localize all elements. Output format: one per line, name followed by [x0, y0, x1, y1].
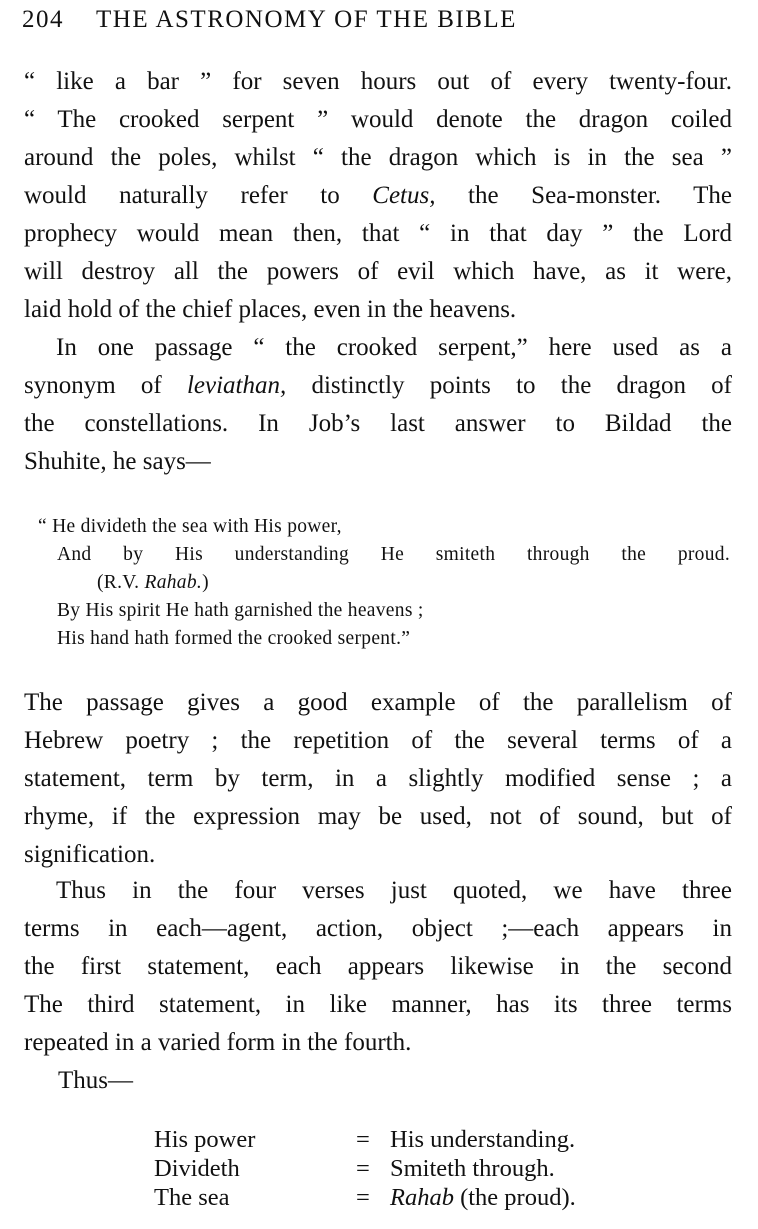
verse-line: “ He divideth the sea with His power,: [38, 516, 342, 537]
text-line: Thus in the four verses just quoted, we have three: [56, 877, 732, 904]
text-line: In one passage “ the crooked serpent,” here used as a: [56, 334, 732, 361]
equals-sign: =: [356, 1155, 370, 1182]
table-cell-left: The sea: [154, 1184, 230, 1211]
verse-line: And by His understanding He smiteth through the proud.: [57, 544, 730, 565]
text-line: around the poles, whilst “ the dragon which is in the sea ”: [24, 144, 732, 171]
text-line: The third statement, in like manner, has its three terms: [24, 991, 732, 1018]
verse-line: [97, 571, 209, 595]
text-line: rhyme, if the expression may be used, not of sound, but of: [24, 803, 732, 830]
text-line: will destroy all the powers of evil which have, as it were,: [24, 258, 732, 285]
text-line: terms in each—agent, action, object ;—each appears in: [24, 915, 732, 942]
text-line: Hebrew poetry ; the repetition of the several terms of a: [24, 727, 732, 754]
text-line: the first statement, each appears likewise in the second: [24, 953, 732, 980]
table-cell-right: Smiteth through.: [390, 1155, 555, 1182]
italic-run: leviathan,: [186, 372, 287, 399]
equals-sign: =: [356, 1126, 370, 1153]
text-run: (R.V.: [97, 572, 145, 593]
page-number: 204: [22, 6, 64, 33]
text-run: the Sea-monster. The: [435, 182, 733, 209]
table-cell-left: His power: [154, 1126, 256, 1153]
verse-line: His hand hath formed the crooked serpent.”: [57, 628, 411, 649]
equals-sign: =: [356, 1184, 370, 1211]
text-run: distinctly points to the dragon of: [286, 372, 732, 399]
text-run: would naturally refer to: [24, 182, 373, 209]
italic-run: Cetus,: [372, 182, 436, 209]
table-cell-right: [390, 1184, 576, 1212]
running-title: THE ASTRONOMY OF THE BIBLE: [96, 6, 517, 33]
text-line: [24, 371, 732, 401]
text-line: laid hold of the chief places, even in the heavens.: [24, 296, 517, 323]
running-header: [22, 6, 517, 34]
italic-run: Rahab: [390, 1184, 454, 1211]
italic-run: Rahab.: [144, 572, 203, 593]
text-line: The passage gives a good example of the parallelism of: [24, 689, 732, 716]
text-line: statement, term by term, in a slightly modified sense ; a: [24, 765, 732, 792]
text-run: ): [202, 572, 209, 593]
text-line: “ like a bar ” for seven hours out of every twenty-four.: [24, 68, 732, 95]
table-cell-right: His understanding.: [390, 1126, 576, 1153]
text-run: (the proud).: [453, 1184, 576, 1211]
table-cell-left: Divideth: [154, 1155, 240, 1182]
text-line: signification.: [24, 841, 156, 868]
text-run: synonym of: [24, 372, 187, 399]
text-line: repeated in a varied form in the fourth.: [24, 1029, 412, 1056]
verse-line: By His spirit He hath garnished the heavens ;: [57, 600, 424, 621]
text-line: “ The crooked serpent ” would denote the dragon coiled: [24, 106, 732, 133]
text-line: prophecy would mean then, that “ in that day ” the Lord: [24, 220, 732, 247]
text-line: the constellations. In Job’s last answer to Bildad the: [24, 410, 732, 437]
thus-line: Thus—: [58, 1067, 133, 1094]
text-line: [24, 181, 732, 211]
text-line: Shuhite, he says—: [24, 448, 211, 475]
